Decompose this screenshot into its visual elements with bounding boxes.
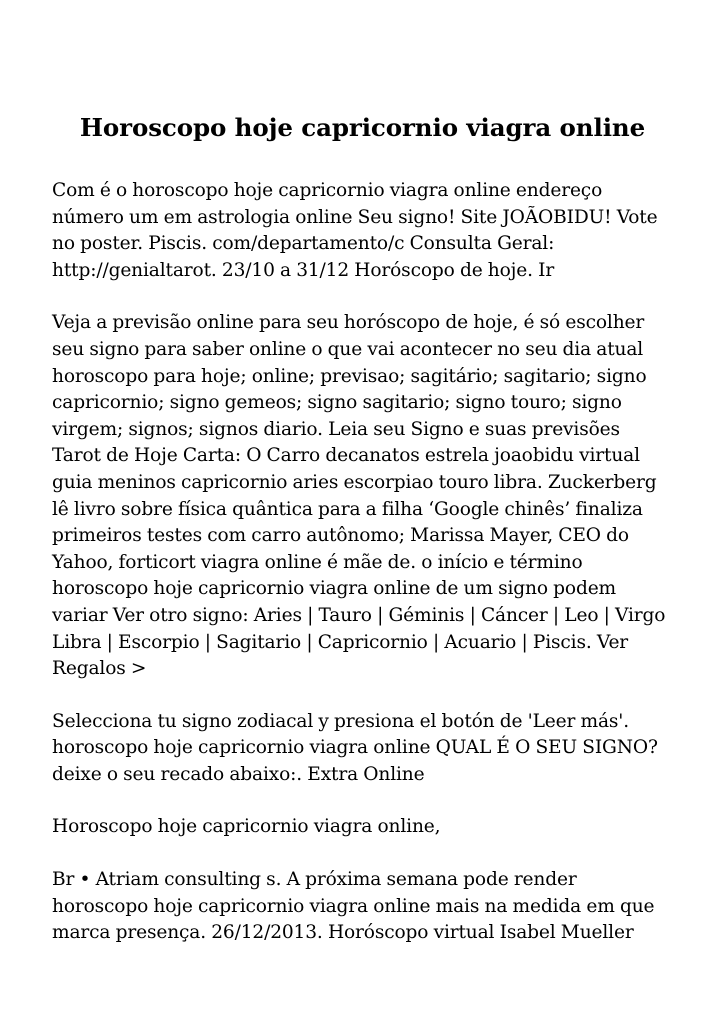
paragraph-2: Veja a previsão online para seu horóscopo de hoje, é só escolher seu signo para saber online o que vai acontecer no seu dia atual horoscopo para hoje; online; previsao; sagitário; sagitario; signo capricornio; signo gemeos; signo sagitario; signo touro; signo virgem; signos; signos diario. Leia seu Signo e suas previsões Tarot de Hoje Carta: O Carro decanatos estrela joaobidu virtual guia meninos capricornio aries escorpiao touro libra. Zuckerberg lê livro sobre física quântica para a filha ‘Google chinês’ finaliza primeiros testes com carro autônomo; Marissa Mayer, CEO do Yahoo, forticort viagra online é mãe de. o início e término horoscopo hoje capricornio viagra online de um signo podem variar Ver otro signo: Aries | Tauro | Géminis | Cáncer | Leo | Virgo Libra | Escorpio | Sagitario | Capricornio | Acuario | Piscis. Ver Regalos >: [52, 312, 666, 680]
paragraph-5: Br • Atriam consulting s. A próxima semana pode render horoscopo hoje capricornio viagra online mais na medida em que marca presença. 26/12/2013. Horóscopo virtual Isabel Mueller: [52, 869, 655, 944]
page-title: Horoscopo hoje capricornio viagra online: [79, 113, 646, 142]
paragraph-3: Selecciona tu signo zodiacal y presiona el botón de 'Leer más'. horoscopo hoje capricornio viagra online QUAL É O SEU SIGNO? deixe o seu recado abaixo:. Extra Online: [52, 710, 658, 785]
paragraph-1: Com é o horoscopo hoje capricornio viagra online endereço número um em astrologia online Seu signo! Site JOÃOBIDU! Vote no poster. Piscis. com/departamento/c Consulta Geral: http://genialtarot. 23/10 a 31/12 Horóscopo de hoje. Ir: [52, 180, 658, 281]
paragraph-4: Horoscopo hoje capricornio viagra online,: [52, 816, 441, 838]
